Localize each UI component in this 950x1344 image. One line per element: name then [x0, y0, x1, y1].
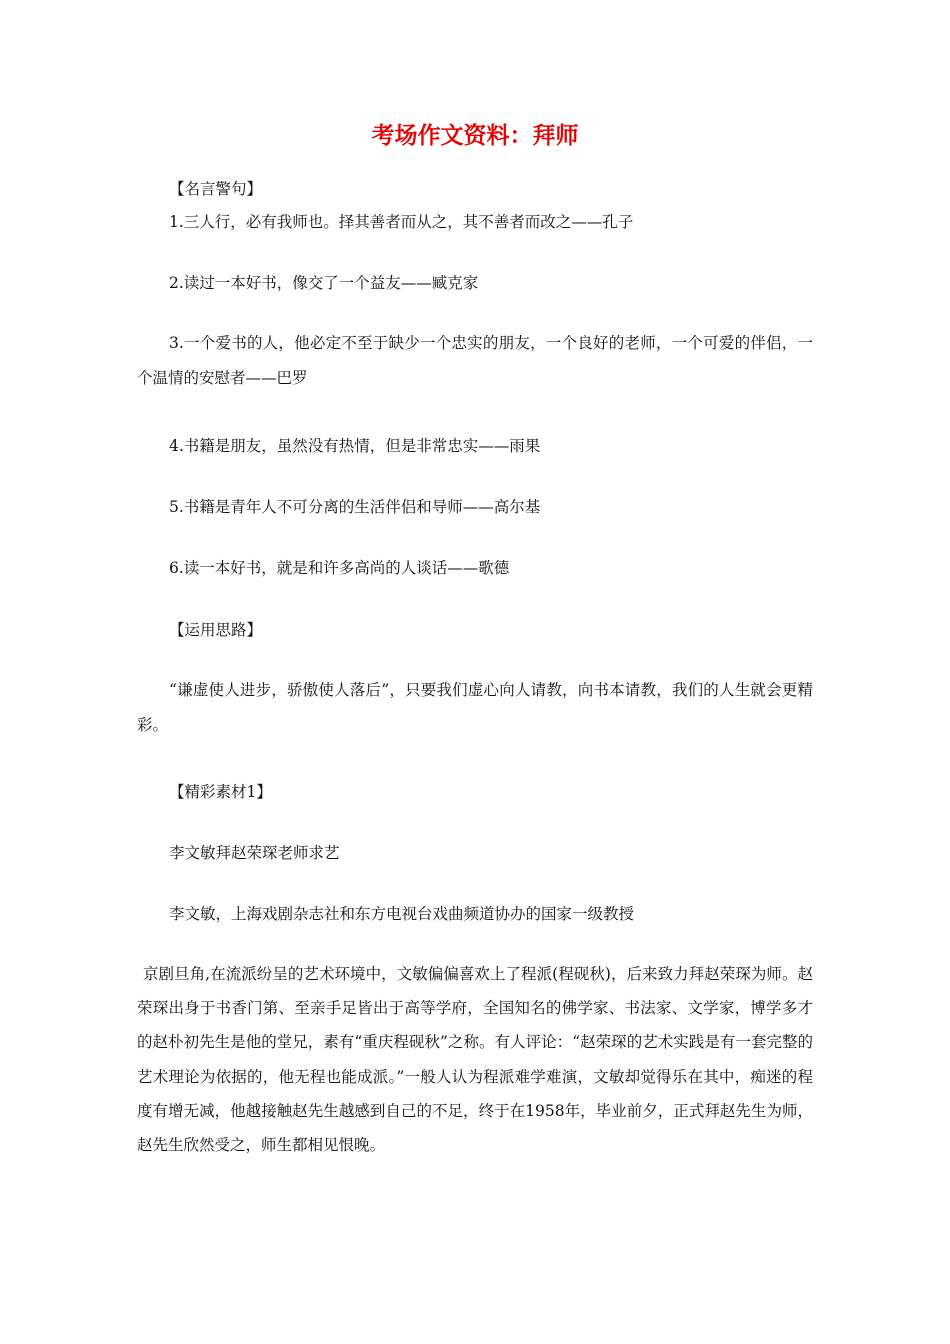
material-heading: 【精彩素材1】: [169, 783, 272, 801]
usage-text: “谦虚使人进步，骄傲使人落后”，只要我们虚心向人请教，向书本请教，我们的人生就会更精彩。: [137, 681, 813, 734]
material-intro: 李文敏，上海戏剧杂志社和东方电视台戏曲频道协办的国家一级教授: [169, 905, 635, 923]
quote-item: 2.读过一本好书，像交了一个益友——臧克家: [169, 274, 479, 292]
quote-item: 5.书籍是青年人不可分离的生活伴侣和导师——高尔基: [169, 498, 541, 516]
quote-item: 6.读一本好书，就是和许多高尚的人谈话——歌德: [169, 559, 510, 577]
document-title: 考场作文资料：拜师: [371, 123, 579, 149]
usage-heading: 【运用思路】: [169, 621, 263, 639]
quote-item: 4.书籍是朋友，虽然没有热情，但是非常忠实——雨果: [169, 437, 541, 455]
material-body: 京剧旦角,在流派纷呈的艺术环境中，文敏偏偏喜欢上了程派(程砚秋)，后来致力拜赵荣琛为师。赵荣琛出身于书香门第、至亲手足皆出于高等学府，全国知名的佛学家、书法家、文学家，博学多才的赵朴初先生是他的堂兄，素有“重庆程砚秋”之称。有人评论：“赵荣琛的艺术实践是有一套完整的艺术理论为依据的，他无程也能成派。”一般人认为程派难学难演，文敏却觉得乐在其中，痴迷的程度有增无减，他越接触赵先生越感到自己的不足，终于在1958年，毕业前夕，正式拜赵先生为师，赵先生欣然受之，师生都相见恨晚。: [137, 965, 813, 1155]
material-subtitle: 李文敏拜赵荣琛老师求艺: [169, 844, 340, 862]
quotes-heading: 【名言警句】: [169, 180, 263, 198]
quote-item: 3.一个爱书的人，他必定不至于缺少一个忠实的朋友，一个良好的老师，一个可爱的伴侣，一个温情的安慰者——巴罗: [137, 334, 813, 387]
quote-item: 1.三人行，必有我师也。择其善者而从之，其不善者而改之——孔子: [169, 213, 634, 231]
